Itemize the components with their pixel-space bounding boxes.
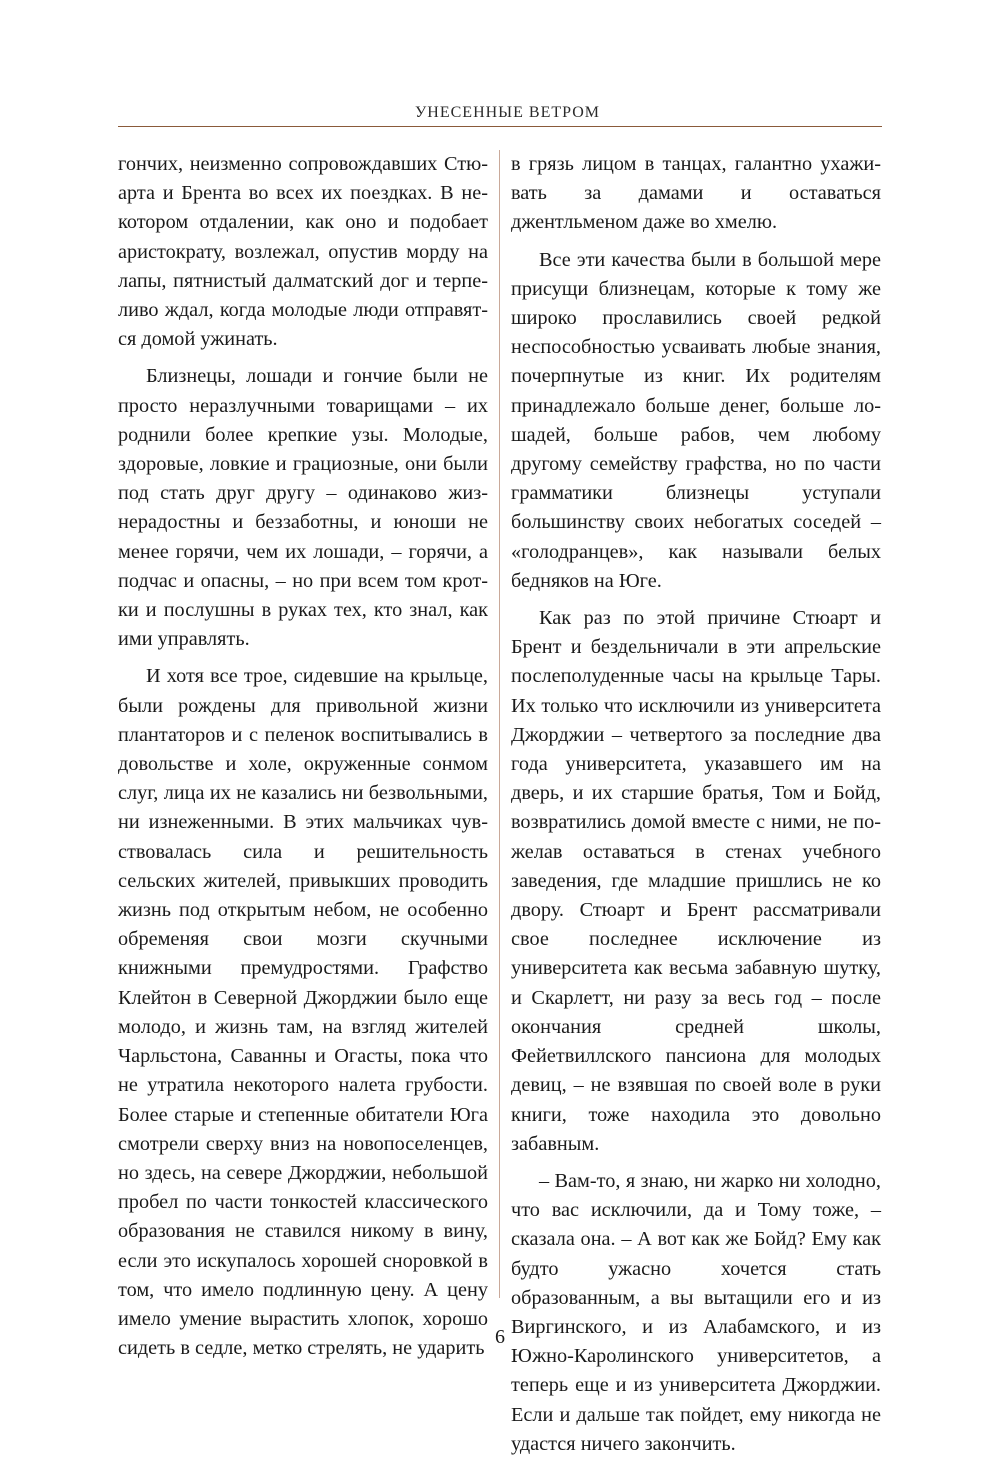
paragraph: гончих, неизменно сопровождавших Стюарта и Брента во всех их поездках. В некотором отдалении, как оно и подобает аристократу, возлежал, опустив морду на лапы, пятнистый далматский дог и терпеливо ждал, когда молодые люди отправятся домой ужинать. — [118, 153, 488, 351]
page-number: 6 — [495, 1326, 505, 1348]
header-rule — [118, 126, 882, 127]
running-title: УНЕСЕННЫЕ ВЕТРОМ — [414, 104, 600, 121]
column-divider — [499, 150, 500, 1298]
paragraph: Близнецы, лошади и гончие были не просто неразлучными товарищами – их роднили более крепкие узы. Молодые, здоровые, ловкие и грациозные, они были под стать друг другу – одинаково жизнерадостны и беззаботны, и юноши не менее горячи, чем их лошади, – горячи, а подчас и опасны, – но при всем том кротки и послушны в руках тех, кто знал, как ими управлять. — [118, 365, 488, 651]
right-column — [511, 150, 881, 1459]
paragraph: Все эти качества были в большой мере присущи близнецам, которые к тому же широко прославились своей редкой неспособностью усваивать любые знания, почерпнутые из книг. Их родителям принадлежало больше денег, больше лошадей, больше рабов, чем любому другому семейству графства, но по части грамматики близнецы уступали большинству своих небогатых соседей – «голодранцев», как называли белых бедняков на Юге. — [511, 248, 881, 592]
paragraph: Как раз по этой причине Стюарт и Брент и бездельничали в эти апрельские послеполуденные часы на крыльце Тары. Их только что исключили из университета Джорджии – четвертого за последние два года университета, указавшего им на дверь, и их старшие братья, Том и Бойд, возвратились домой вместе с ними, не пожелав оставаться в стенах учебного заведения, где младшие пришлись не ко двору. Стюарт и Брент рассматривали свое последнее исключение из университета как весьма забавную шутку, и Скарлетт, ни разу за весь год – после окончания средней школы, Фейетвиллского пансиона для молодых девиц, – не взявшая по своей воле в руки книги, тоже находила это довольно забавным. — [511, 607, 881, 1155]
paragraph: – Вам-то, я знаю, ни жарко ни холодно, что вас исключили, да и Тому тоже, – сказала она. – А вот как же Бойд? Ему как будто ужасно хочется стать образованным, а вы вытащили его и из Виргинского, и из Алабамского, и из Южно-Каролинского университетов, а теперь еще и из университета Джорджии. Если и дальше так пойдет, ему никогда не удастся ничего закончить. — [511, 1169, 881, 1455]
paragraph: И хотя все трое, сидевшие на крыльце, были рождены для привольной жизни плантаторов и с пеленок воспитывались в довольстве и холе, окруженные сонмом слуг, лица их не казались ни безвольными, ни изнеженными. В этих мальчиках чувствовалась сила и решительность сельских жителей, привыкших проводить жизнь под открытым небом, не особенно обременяя свои мозги скучными книжными премудростями. Графство Клейтон в Северной Джорджии было еще молодо, и жизнь там, на взгляд жителей Чарльстона, Саванны и Огасты, пока что не утратила некоторого налета грубости. Более старые и степенные обитатели Юга смотрели сверху вниз на новопоселенцев, но здесь, на севере Джорджии, небольшой пробел по части тонкостей классического образования не ставился никому в вину, если это искупалось хорошей сноровкой в том, что имело подлинную цену. А цену имело умение вырастить хлопок, хорошо сидеть в седле, метко стрелять, не ударить — [118, 665, 488, 1360]
paragraph: в грязь лицом в танцах, галантно ухаживать за дамами и оставаться джентльменом даже во хмелю. — [511, 153, 881, 234]
running-head — [118, 104, 882, 122]
left-column — [118, 150, 488, 1363]
